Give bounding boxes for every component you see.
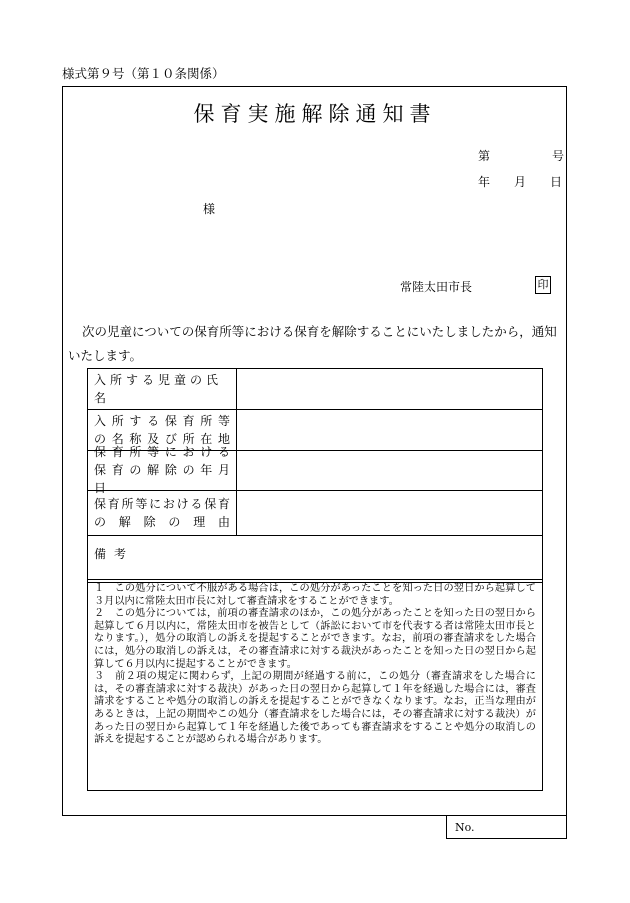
details-table [87, 368, 543, 583]
remarks-row [88, 535, 542, 583]
child-name-field[interactable] [237, 369, 542, 409]
release-reason-field[interactable] [237, 490, 542, 535]
row-label-line: 保 育 の 解 除 の 年 月 日 [94, 463, 230, 495]
remarks-field[interactable] [148, 535, 542, 583]
row-label [88, 490, 237, 535]
addressee-suffix: 様 [203, 202, 216, 216]
release-date-field[interactable] [237, 450, 542, 490]
seal-mark: 印 [535, 276, 551, 294]
date-month: 月 [514, 175, 527, 189]
number-prefix: 第 [478, 149, 491, 163]
document-title: 保育実施解除通知書 [193, 102, 437, 126]
row-label-line: 保育所等における保育 [94, 496, 230, 511]
table-row [88, 445, 542, 495]
row-label-line: の 解 除 の 理 由 [94, 514, 230, 529]
intro-text: 次の児童についての保育所等における保育を解除することにいたしましたから，通知いたします。 [68, 324, 557, 363]
date-day: 日 [550, 175, 563, 189]
number-suffix: 号 [552, 149, 565, 163]
notice-paragraph: １ この処分について不服がある場合は，この処分があったことを知った日の翌日から起算して３月以内に常陸太田市長に対して審査請求をすることができます。 [94, 583, 536, 607]
row-label-line: 保 育 所 等 に お け る [94, 445, 230, 459]
row-label-line: 入所する児童の氏名 [94, 373, 223, 405]
notice-paragraph: ３ 前２項の規定に関わらず，上記の期間が経過する前に，この処分（審査請求をした場合には，その審査請求に対する裁決）があった日の翌日から起算して１年を経過した場合には，審査請求をすることや処分の取消しの訴えを提起することができなくなります。なお，正当な理由があるときは，上記の期間やこの処分（審査請求をした場合には，その審査請求に対する裁決）があった日の翌日から起算して１年を経過した後であっても審査請求をすることや処分の取消しの訴えを提起することが認められる場合があります。 [94, 671, 536, 746]
row-label [88, 369, 237, 409]
date-year: 年 [478, 175, 491, 189]
document-number-box: No. [446, 816, 567, 839]
notice-paragraph: ２ この処分については，前項の審査請求のほか，この処分があったことを知った日の翌日から起算して６月以内に，常陸太田市を被告として（訴訟において市を代表する者は常陸太田市長となります。），処分の取消しの訴えを提起することができます。なお，前項の審査請求をした場合には，処分の取消しの訴えは，その審査請求に対する裁決があったことを知った日の翌日から起算して６月以内に提起することができます。 [94, 608, 536, 670]
remarks-label: 備考 [94, 547, 135, 561]
appeal-notice [87, 579, 543, 791]
issuer-title: 常陸太田市長 [400, 280, 473, 294]
row-label [88, 445, 237, 495]
row-label-line: の 名 称 及 び 所 在 地 [94, 431, 230, 446]
facility-name-address-field[interactable] [237, 409, 542, 450]
row-label-line: 入 所 す る 保 育 所 等 [94, 413, 230, 428]
table-row [88, 490, 542, 536]
table-row [88, 369, 542, 410]
form-number-label: 様式第９号（第１０条関係） [62, 66, 225, 81]
